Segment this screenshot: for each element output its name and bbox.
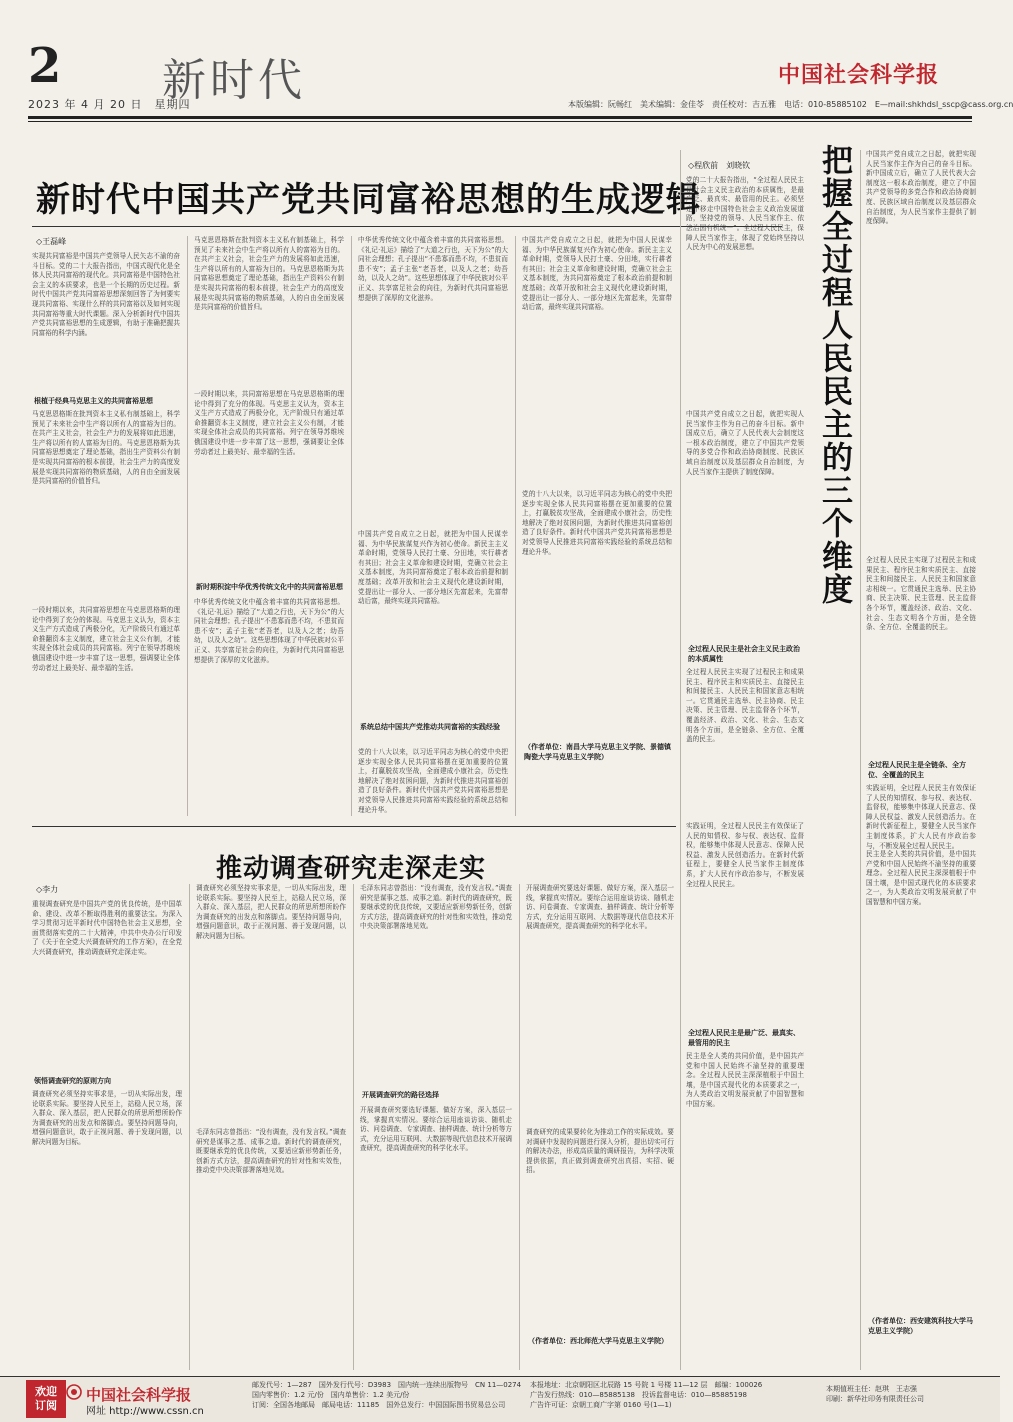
section-title: 新时代 bbox=[162, 55, 306, 106]
footer-info-line: 订阅：全国各地邮局 邮局电话：11185 国外总发行：中国国际图书贸易总公司 bbox=[252, 1401, 506, 1409]
article1-paragraph: 实现共同富裕是中国共产党领导人民矢志不渝的奋斗目标。党的二十大报告指出，中国式现代化是全体人民共同富裕的现代化。共同富裕是中国特色社会主义的本质要求，也是一个长期的历史过程。新时代中国共产党共同富裕思想深刻回答了为何要实现共同富裕、实现什么样的共同富裕以及如何实现共同富裕等重大时代课题。深入分析新时代中国共产党共同富裕思想的生成逻辑，有助于准确把握共同富裕的科学内涵。 bbox=[32, 252, 180, 337]
article1-subhead: 系统总结中国共产党推动共同富裕的实践经验 bbox=[360, 723, 500, 731]
article1-affiliation: （作者单位：南昌大学马克思主义学院、景德镇陶瓷大学马克思主义学院） bbox=[524, 743, 671, 761]
article1-headline: 新时代中国共产党共同富裕思想的生成逻辑 bbox=[36, 180, 701, 220]
footer-info-line: 广告发行热线：010—85885138 投诉监督电话：010—85885198 bbox=[530, 1391, 747, 1399]
column-rule bbox=[860, 150, 861, 1370]
article3-subhead: 全过程人民民主是最广泛、最真实、最管用的民主 bbox=[688, 1029, 800, 1047]
article1-headline-rule bbox=[32, 226, 782, 227]
footer-info-line: 本报地址：北京朝阳区北辰路 15 号院 1 号楼 11—12 层 邮编：100026 bbox=[530, 1381, 763, 1389]
subscribe-line: 欢迎 bbox=[35, 1385, 57, 1398]
article1-paragraph: 中华优秀传统文化中蕴含着丰富的共同富裕思想。《礼记·礼运》描绘了“大道之行也，天下为公”的大同社会理想；孔子提出“不患寡而患不均，不患贫而患不安”；孟子主张“老吾老，以及人之老；幼吾幼，以及人之幼”。这些思想体现了中华民族对公平正义、共享富足社会的向往，为新时代共同富裕思想提供了深厚的文化滋养。 bbox=[358, 236, 508, 302]
article1-paragraph: 马克思恩格斯在批判资本主义私有制基础上，科学预见了未来社会中生产将以所有人的富裕为目的。在共产主义社会，社会生产力的发展将如此迅速，生产将以所有的人富裕为目的。马克思恩格斯为共同富裕思想奠定了理论基础，指出生产资料公有制是实现共同富裕的根本前提，社会生产力的高度发展是实现共同富裕的物质基础，人的自由全面发展是共同富裕的价值旨归。 bbox=[194, 236, 344, 312]
paper-name: 中国社会科学报 bbox=[778, 62, 940, 88]
subscribe-line: 订阅 bbox=[35, 1399, 57, 1412]
article2-subhead: 开展调查研究的路径选择 bbox=[362, 1091, 439, 1099]
paper-logo-icon bbox=[66, 1384, 82, 1400]
article1-subhead: 根植于经典马克思主义的共同富裕思想 bbox=[34, 397, 153, 405]
article2-paragraph: 调查研究必须坚持实事求是，一切从实际出发，理论联系实际。要坚持人民至上，站稳人民立场，深入群众、深入基层，把人民群众的所思所想所盼作为调查研究的出发点和落脚点。要坚持问题导向，增强问题意识，敢于正视问题、善于发现问题，以解决问题为目标。 bbox=[32, 1090, 182, 1146]
header-rule bbox=[28, 116, 972, 119]
footer-info-line: 广告许可证：京朝工商广字第 0160 号(1—1) bbox=[530, 1401, 672, 1409]
column-rule bbox=[515, 236, 516, 816]
article3-subhead: 全过程人民民主是全链条、全方位、全覆盖的民主 bbox=[868, 761, 966, 779]
article3-headline: 把握全过程人民民主的三个维度 bbox=[816, 144, 852, 606]
article1-paragraph: 一段时期以来，共同富裕思想在马克思恩格斯的理论中得到了充分的体现。马克思主义认为，资本主义生产方式造成了两极分化，无产阶级只有通过革命推翻资本主义制度，建立社会主义公有制，才能实现全体社会成员的共同富裕。列宁在领导苏维埃俄国建设中进一步丰富了这一思想，强调要让全体劳动者过上最美好、最幸福的生活。 bbox=[194, 390, 344, 456]
column-rule bbox=[353, 884, 354, 1370]
article2-paragraph: 毛泽东同志曾指出：“没有调查，没有发言权。”调查研究是谋事之基、成事之道。新时代的调查研究，既要继承党的优良传统，又要适应新形势新任务，创新方式方法，提高调查研究的针对性和实效性，推动党中央决策部署落地见效。 bbox=[360, 884, 512, 931]
article3-paragraph: 实践证明，全过程人民民主有效保证了人民的知情权、参与权、表达权、监督权，能够集中体现人民意志、保障人民权益、激发人民创造活力。在新时代新征程上，要健全人民当家作主制度体系，扩大人民有序政治参与，不断发展全过程人民民主。 bbox=[866, 784, 976, 850]
article2-paragraph: 调查研究必须坚持实事求是，一切从实际出发，理论联系实际。要坚持人民至上，站稳人民立场，深入群众、深入基层，把人民群众的所思所想所盼作为调查研究的出发点和落脚点。要坚持问题导向，增强问题意识，敢于正视问题、善于发现问题，以解决问题为目标。 bbox=[196, 884, 346, 940]
page-number: 2 bbox=[28, 38, 62, 94]
editor-credits: 本版编辑：阮畅红 美术编辑：金佳苓 责任校对：吉五雅 电话：010-85885102 E—mail:shkhdsl_sscp@cass.org.cn bbox=[568, 100, 1013, 109]
article1-paragraph: 党的十八大以来，以习近平同志为核心的党中央把逐步实现全体人民共同富裕摆在更加重要的位置上，打赢脱贫攻坚战，全面建成小康社会，历史性地解决了绝对贫困问题，为新时代推进共同富裕创造了良好条件。新时代中国共产党共同富裕思想是对党领导人民推进共同富裕实践经验的系统总结和理论升华。 bbox=[522, 490, 672, 556]
subscribe-badge[interactable] bbox=[26, 1380, 66, 1418]
article1-paragraph: 一段时期以来，共同富裕思想在马克思恩格斯的理论中得到了充分的体现。马克思主义认为，资本主义生产方式造成了两极分化，无产阶级只有通过革命推翻资本主义制度，建立社会主义公有制，才能实现全体社会成员的共同富裕。列宁在领导苏维埃俄国建设中进一步丰富了这一思想，强调要让全体劳动者过上最美好、最幸福的生活。 bbox=[32, 606, 180, 672]
article-separator bbox=[32, 826, 676, 827]
footer-info-line: 国内零售价：1.2 元/份 国内单售价：1.2 美元/份 bbox=[252, 1391, 410, 1399]
column-rule bbox=[189, 884, 190, 1370]
article3-paragraph: 中国共产党自成立之日起，就把实现人民当家作主作为自己的奋斗目标。新中国成立后，确立了人民代表大会制度这一根本政治制度，建立了中国共产党领导的多党合作和政治协商制度、民族区域自治制度以及基层群众自治制度，为人民当家作主提供了制度保障。 bbox=[866, 150, 976, 226]
article3-author: ◇程欣前 刘晓钦 bbox=[688, 161, 751, 170]
footer-info-line: 邮发代号：1—287 国外发行代号：D3983 国内统一连续出版物号 CN 11—0274 bbox=[252, 1381, 522, 1389]
article3-affiliation: （作者单位：西安建筑科技大学马克思主义学院） bbox=[868, 1317, 973, 1335]
article1-subhead: 新时期积淀中华优秀传统文化中的共同富裕思想 bbox=[196, 583, 343, 591]
header-rule-thin bbox=[28, 121, 972, 122]
article1-paragraph: 党的十八大以来，以习近平同志为核心的党中央把逐步实现全体人民共同富裕摆在更加重要的位置上，打赢脱贫攻坚战，全面建成小康社会，历史性地解决了绝对贫困问题，为新时代推进共同富裕创造了良好条件。新时代中国共产党共同富裕思想是对党领导人民推进共同富裕实践经验的系统总结和理论升华。 bbox=[358, 748, 508, 814]
article3-paragraph: 中国共产党自成立之日起，就把实现人民当家作主作为自己的奋斗目标。新中国成立后，确立了人民代表大会制度这一根本政治制度，建立了中国共产党领导的多党合作和政治协商制度、民族区域自治制度以及基层群众自治制度，为人民当家作主提供了制度保障。 bbox=[686, 410, 804, 476]
article3-paragraph: 实践证明，全过程人民民主有效保证了人民的知情权、参与权、表达权、监督权，能够集中体现人民意志、保障人民权益、激发人民创造活力。在新时代新征程上，要健全人民当家作主制度体系，扩大人民有序政治参与，不断发展全过程人民民主。 bbox=[686, 822, 804, 888]
article1-paragraph: 中国共产党自成立之日起，就把为中国人民谋幸福、为中华民族谋复兴作为初心使命。新民主主义革命时期，党领导人民打土豪、分田地，实行耕者有其田；社会主义革命和建设时期，党确立社会主义基本制度，为共同富裕奠定了根本政治前提和制度基础；改革开放和社会主义现代化建设新时期，党提出让一部分人、一部分地区先富起来，先富带动后富，最终实现共同富裕。 bbox=[522, 236, 672, 312]
article3-paragraph: 全过程人民民主实现了过程民主和成果民主、程序民主和实质民主、直接民主和间接民主、人民民主和国家意志相统一。它贯通民主选举、民主协商、民主决策、民主管理、民主监督各个环节，覆盖经济、政治、文化、社会、生态文明各个方面，是全链条、全方位、全覆盖的民主。 bbox=[686, 668, 804, 744]
article2-paragraph: 毛泽东同志曾指出：“没有调查，没有发言权。”调查研究是谋事之基、成事之道。新时代的调查研究，既要继承党的优良传统，又要适应新形势新任务，创新方式方法，提高调查研究的针对性和实效性，推动党中央决策部署落地见效。 bbox=[196, 1128, 346, 1175]
footer-info-line: 本期值班主任：赵琪 王志强 bbox=[826, 1385, 917, 1393]
article3-subhead: 全过程人民民主是社会主义民主政治的本质属性 bbox=[688, 645, 800, 663]
column-rule bbox=[187, 236, 188, 816]
footer-website-link[interactable]: 网址 http://www.cssn.cn bbox=[86, 1406, 204, 1417]
article3-paragraph: 党的二十大报告指出，“全过程人民民主是社会主义民主政治的本质属性，是最广泛、最真实、最管用的民主。必须坚定不移走中国特色社会主义政治发展道路，坚持党的领导、人民当家作主、依法治国有机统一”。全过程人民民主，保障人民当家作主，体现了党始终坚持以人民为中心的发展思想。 bbox=[686, 176, 804, 252]
article2-paragraph: 开展调查研究要选好课题、做好方案，深入基层一线，掌握真实情况。要综合运用座谈访谈、随机走访、问卷调查、专家调查、抽样调查、统计分析等方式，充分运用互联网、大数据等现代信息技术开展调查研究，提高调查研究的科学化水平。 bbox=[360, 1106, 512, 1153]
article2-affiliation: （作者单位：西北师范大学马克思主义学院） bbox=[528, 1337, 668, 1345]
column-rule bbox=[680, 150, 681, 1370]
issue-date: 2023 年 4 月 20 日 星期四 bbox=[28, 98, 191, 111]
article3-paragraph: 民主是全人类的共同价值，是中国共产党和中国人民始终不渝坚持的重要理念。全过程人民民主深深植根于中国土壤，是中国式现代化的本质要求之一，为人类政治文明发展贡献了中国智慧和中国方案。 bbox=[686, 1052, 804, 1108]
article1-author: ◇王磊峰 bbox=[36, 237, 67, 246]
column-rule bbox=[519, 884, 520, 1370]
article2-paragraph: 开展调查研究要选好课题、做好方案，深入基层一线，掌握真实情况。要综合运用座谈访谈、随机走访、问卷调查、专家调查、抽样调查、统计分析等方式，充分运用互联网、大数据等现代信息技术开展调查研究，提高调查研究的科学化水平。 bbox=[526, 884, 674, 931]
article2-headline: 推动调查研究走深走实 bbox=[216, 854, 487, 884]
article2-paragraph: 调查研究的成果要转化为推动工作的实际成效。要对调研中发现的问题进行深入分析，提出切实可行的解决办法，形成高质量的调研报告，为科学决策提供依据，真正做到调查研究出真招、实招、硬招。 bbox=[526, 1128, 674, 1175]
article3-paragraph: 民主是全人类的共同价值，是中国共产党和中国人民始终不渝坚持的重要理念。全过程人民民主深深植根于中国土壤，是中国式现代化的本质要求之一，为人类政治文明发展贡献了中国智慧和中国方案。 bbox=[866, 850, 976, 906]
column-rule bbox=[351, 236, 352, 816]
article2-paragraph: 重视调查研究是中国共产党的优良传统，是中国革命、建设、改革不断取得胜利的重要法宝。为深入学习贯彻习近平新时代中国特色社会主义思想，全面贯彻落实党的二十大精神，中共中央办公厅印发了《关于在全党大兴调查研究的工作方案》，在全党大兴调查研究，推动调查研究走深走实。 bbox=[32, 900, 182, 956]
article3-paragraph: 全过程人民民主实现了过程民主和成果民主、程序民主和实质民主、直接民主和间接民主、人民民主和国家意志相统一。它贯通民主选举、民主协商、民主决策、民主管理、民主监督各个环节，覆盖经济、政治、文化、社会、生态文明各个方面，是全链条、全方位、全覆盖的民主。 bbox=[866, 556, 976, 632]
footer-paper-name: 中国社会科学报 bbox=[86, 1386, 192, 1404]
article1-paragraph: 马克思恩格斯在批判资本主义私有制基础上，科学预见了未来社会中生产将以所有人的富裕为目的。在共产主义社会，社会生产力的发展将如此迅速，生产将以所有的人富裕为目的。马克思恩格斯为共同富裕思想奠定了理论基础，指出生产资料公有制是实现共同富裕的根本前提，社会生产力的高度发展是实现共同富裕的物质基础，人的自由全面发展是共同富裕的价值旨归。 bbox=[32, 410, 180, 486]
article1-paragraph: 中华优秀传统文化中蕴含着丰富的共同富裕思想。《礼记·礼运》描绘了“大道之行也，天下为公”的大同社会理想；孔子提出“不患寡而患不均，不患贫而患不安”；孟子主张“老吾老，以及人之老；幼吾幼，以及人之幼”。这些思想体现了中华民族对公平正义、共享富足社会的向往，为新时代共同富裕思想提供了深厚的文化滋养。 bbox=[194, 598, 344, 664]
article2-subhead: 领悟调查研究的原则方向 bbox=[34, 1077, 111, 1085]
article1-paragraph: 中国共产党自成立之日起，就把为中国人民谋幸福、为中华民族谋复兴作为初心使命。新民主主义革命时期，党领导人民打土豪、分田地，实行耕者有其田；社会主义革命和建设时期，党确立社会主义基本制度，为共同富裕奠定了根本政治前提和制度基础；改革开放和社会主义现代化建设新时期，党提出让一部分人、一部分地区先富起来，先富带动后富，最终实现共同富裕。 bbox=[358, 530, 508, 606]
footer-info-line: 印刷：新华社印务有限责任公司 bbox=[826, 1395, 924, 1403]
article2-author: ◇李力 bbox=[36, 885, 59, 894]
